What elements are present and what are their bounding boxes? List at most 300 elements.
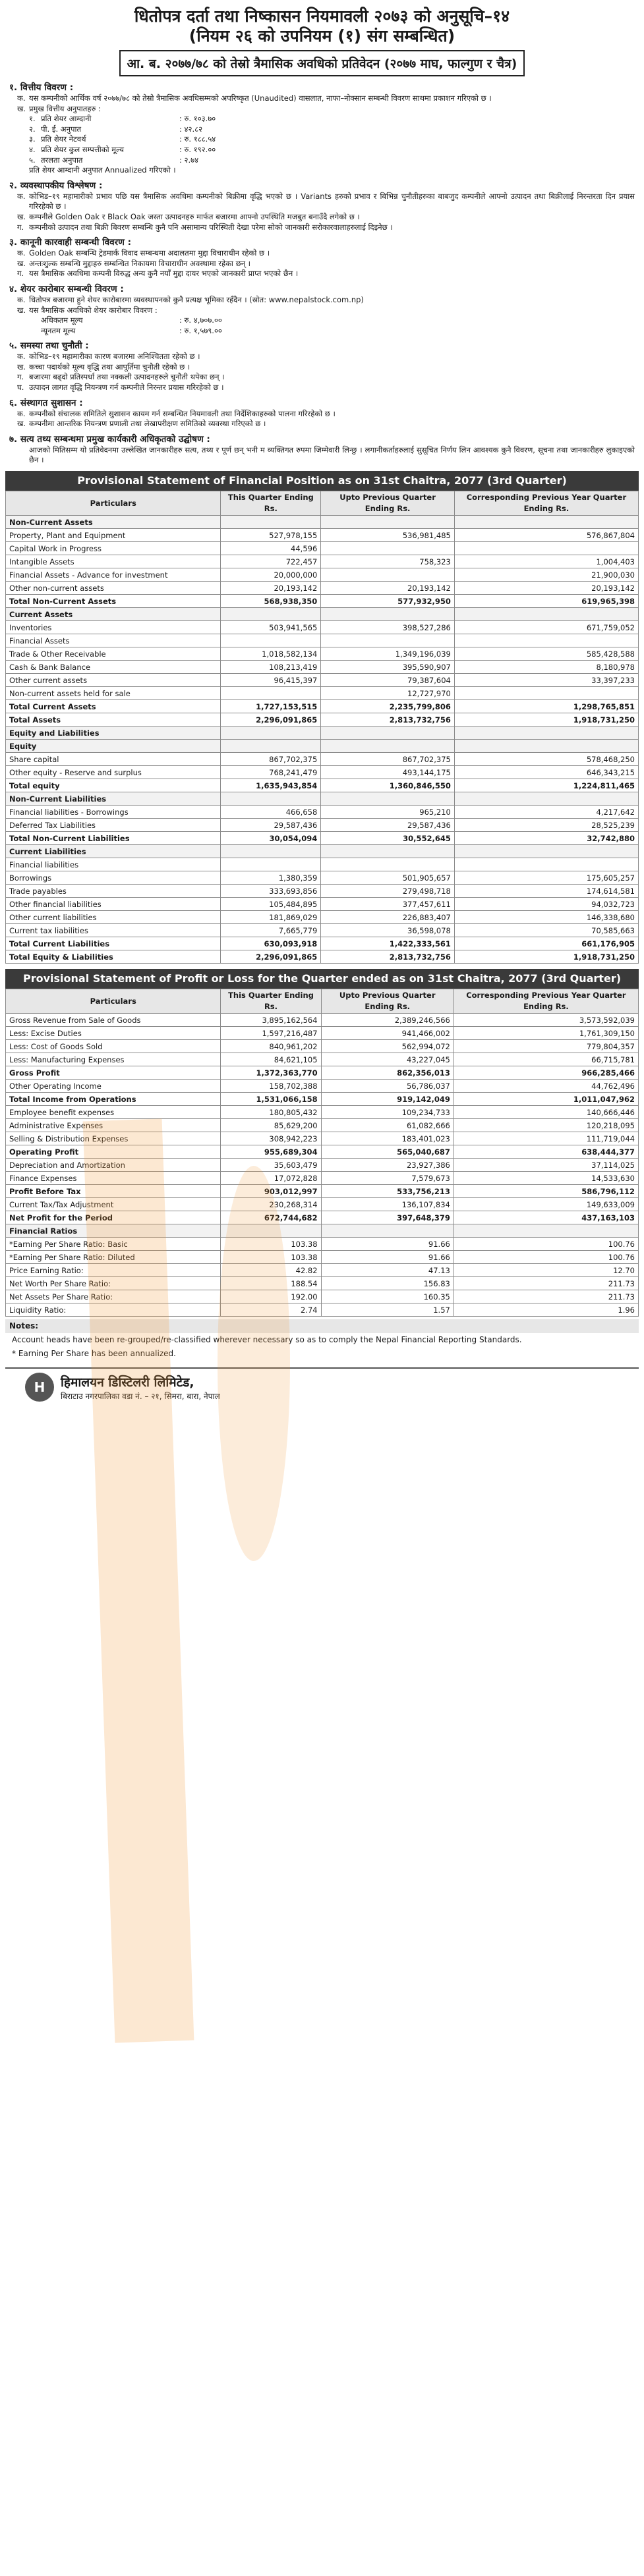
company-footer [5,1367,639,1402]
column-header: Particulars [6,989,221,1014]
ratio-row [29,145,635,155]
row-value: 211.73 [454,1277,638,1290]
item-label: ख. [17,211,26,221]
table-row [6,1159,639,1172]
row-value [454,845,638,858]
table-row [6,753,639,766]
row-label: Trade & Other Receivable [6,647,221,661]
row-label: Total Current Liabilities [6,937,221,950]
company-logo-icon: H [25,1373,54,1402]
row-value: 180,805,432 [221,1106,321,1119]
row-label: Capital Work in Progress [6,542,221,555]
row-value: 1,011,047,962 [454,1093,638,1106]
row-value [221,1224,321,1238]
table-row [6,1251,639,1264]
row-value [454,726,638,740]
row-value: 578,468,250 [454,753,638,766]
ratio-row [29,326,635,337]
row-label: Gross Profit [6,1066,221,1080]
column-header: Corresponding Previous Year Quarter Ending Rs. [454,491,638,516]
row-label: Inventories [6,621,221,634]
ratio-key: ५. [29,155,36,165]
table-row [6,1264,639,1277]
notes-item-2: * Earning Per Share has been annualized. [12,1349,176,1359]
row-value: 47.13 [321,1264,454,1277]
row-value: 955,689,304 [221,1145,321,1159]
item-label: क. [17,294,26,304]
column-header: Particulars [6,491,221,516]
row-label: Less: Manufacturing Expenses [6,1053,221,1066]
row-value: 1,380,359 [221,871,321,885]
row-value: 661,176,905 [454,937,638,950]
table-row [6,661,639,674]
column-header: Upto Previous Quarter Ending Rs. [321,491,455,516]
table-row [6,1290,639,1303]
row-value: 84,621,105 [221,1053,321,1066]
table-row [6,885,639,898]
row-label: Trade payables [6,885,221,898]
group-row [6,1224,639,1238]
row-label: Total equity [6,779,221,792]
table-row [6,1106,639,1119]
row-value: 619,965,398 [454,595,638,608]
row-value: 7,665,779 [221,924,321,937]
total-row [6,1093,639,1106]
row-value [221,634,321,647]
ratio-row [29,114,635,124]
table-row [6,1027,639,1040]
section-heading: ६. संस्थागत सुशासन : [9,397,83,408]
row-label: Other financial liabilities [6,898,221,911]
section-item [17,362,635,373]
ratio-name: प्रति शेयर नेटवर्थ [41,134,86,144]
row-value: 29,587,436 [321,819,455,832]
row-value [321,608,455,621]
report-section [9,82,635,176]
section-item [17,409,635,420]
total-row [6,595,639,608]
ratio-key [29,315,41,326]
item-text: अन्तःशुल्क सम्बन्धि मुद्दाहरु सम्बन्धित निकायमा विचाराधीन अवस्थामा रहेका छन् । [29,258,251,268]
row-value [221,792,321,806]
row-value: 1,761,309,150 [454,1027,638,1040]
row-label: Deferred Tax Liabilities [6,819,221,832]
group-row [6,516,639,529]
section-item [17,223,635,233]
section-heading: ४. शेयर कारोबार सम्बन्धी विवरण : [9,283,124,294]
table-header-row [6,989,639,1014]
ratio-row [29,155,635,166]
row-value: 2,296,091,865 [221,713,321,726]
ratio-key: २. [29,124,36,134]
row-value: 1,918,731,250 [454,950,638,964]
ratio-name: अधिकतम मूल्य [41,315,83,325]
ratio-name: प्रति शेयर आम्दानी [41,114,92,124]
row-value [454,634,638,647]
column-header: This Quarter Ending Rs. [221,491,321,516]
row-value [221,845,321,858]
table-row [6,687,639,700]
row-value: 175,605,257 [454,871,638,885]
table-row [6,1014,639,1027]
row-value: 1,298,765,851 [454,700,638,713]
row-value: 149,633,009 [454,1198,638,1211]
row-value: 61,082,666 [321,1119,454,1132]
row-value: 8,180,978 [454,661,638,674]
row-value: 1,372,363,770 [221,1066,321,1080]
table-row [6,858,639,871]
table-row [6,924,639,937]
row-value [221,516,321,529]
group-row [6,792,639,806]
row-value: 493,144,175 [321,766,455,779]
row-value [454,516,638,529]
ratio-key: १. [29,114,36,124]
row-label: Financial liabilities - Borrowings [6,806,221,819]
table-row [6,674,639,687]
item-label: क. [17,248,26,258]
row-value: 85,629,200 [221,1119,321,1132]
item-text: Golden Oak सम्बन्धि ट्रेडमार्क विवाद सम्बन्धमा अदालतमा मुद्दा विचाराधीन रहेको छ । [29,248,270,258]
row-value: 111,719,044 [454,1132,638,1145]
total-row [6,1211,639,1224]
row-label: Liquidity Ratio: [6,1303,221,1317]
item-text: यस कम्पनीको आर्थिक वर्ष २०७७/७८ को तेस्रो त्रैमासिक अवधिसम्मको अपरिष्कृत (Unaudited) वासलात, नाफा–नोक्सान सम्बन्धी विवरण साथमा प्रकाशन गरिएको छ । [29,94,492,103]
total-row [6,950,639,964]
item-text: कम्पनीको संचालक समितिले सुशासन कायम गर्न सम्बन्धित नियमावली तथा निर्देशिकाहरुको पालना गरिरहेको छ । [29,408,336,418]
row-label: Current Liabilities [6,845,221,858]
row-value: 156.83 [321,1277,454,1290]
notes-heading: Notes: [5,1319,639,1333]
row-value: 109,234,733 [321,1106,454,1119]
row-value: 4,217,642 [454,806,638,819]
row-value: 586,796,112 [454,1185,638,1198]
row-value [221,740,321,753]
table-row [6,1238,639,1251]
ratio-list [29,114,635,165]
row-label: Total Current Assets [6,700,221,713]
row-label: Total Income from Operations [6,1093,221,1106]
table-row [6,1080,639,1093]
ratio-value: : २.७४ [179,155,199,165]
row-label: Selling & Distribution Expenses [6,1132,221,1145]
row-label: Total Non-Current Assets [6,595,221,608]
row-label: Total Assets [6,713,221,726]
row-label: Non-Current Assets [6,516,221,529]
row-value [321,542,455,555]
row-value [321,792,455,806]
item-text: यस त्रैमासिक अवधिमा कम्पनी विरुद्ध अन्य कुनै नयाँ मुद्दा दायर भएको जानकारी प्राप्त भएको छैन । [29,269,299,279]
row-value: 30,054,094 [221,832,321,845]
ratio-note: प्रति शेयर आम्दानी अनुपात Annualized गरिएको । [29,165,176,175]
total-row [6,700,639,713]
row-value: 576,867,804 [454,529,638,542]
ratio-list [29,315,635,336]
row-label: Price Earning Ratio: [6,1264,221,1277]
row-value: 70,585,663 [454,924,638,937]
row-value: 158,702,388 [221,1080,321,1093]
group-row [6,740,639,753]
row-value: 437,163,103 [454,1211,638,1224]
row-value: 32,742,880 [454,832,638,845]
row-value: 397,648,379 [321,1211,454,1224]
row-value: 181,869,029 [221,911,321,924]
row-label: Total Non-Current Liabilities [6,832,221,845]
total-row [6,937,639,950]
row-label: Financial liabilities [6,858,221,871]
item-text: कम्पनीको उत्पादन तथा बिक्री बिवरण सम्बन्धि कुनै पनि असामान्य परिस्थिती देखा परेमा सोको जानकारी सरोकारवालाहरुलाई दिइनेछ । [29,222,393,232]
row-value: 226,883,407 [321,911,455,924]
item-label: क. [17,352,26,362]
ratio-name: तरलता अनुपात [41,155,83,165]
row-value: 36,598,078 [321,924,455,937]
section-item [17,212,635,223]
item-text: यस त्रैमासिक अवधिको शेयर कारोबार विवरण : [29,305,158,315]
row-value: 12.70 [454,1264,638,1277]
row-label: Financial Assets [6,634,221,647]
total-row [6,713,639,726]
row-value: 577,932,950 [321,595,455,608]
table-row [6,555,639,568]
row-value: 398,527,286 [321,621,455,634]
row-value: 66,715,781 [454,1053,638,1066]
row-label: Net Assets Per Share Ratio: [6,1290,221,1303]
row-value [454,1224,638,1238]
row-label: Borrowings [6,871,221,885]
row-value [221,858,321,871]
item-label: ख. [17,305,26,315]
row-label: Net Profit for the Period [6,1211,221,1224]
row-value: 96,415,397 [221,674,321,687]
notes-item-1: Account heads have been re-grouped/re-classified wherever necessary so as to comply the Nepal Financial Reporting Standards. [12,1335,522,1345]
report-section [9,433,635,466]
report-section [9,283,635,336]
row-value: 768,241,479 [221,766,321,779]
profit-loss-table [5,989,639,1317]
row-value: 568,938,350 [221,595,321,608]
item-label: ख. [17,362,26,371]
row-value: 20,193,142 [454,582,638,595]
row-value: 192.00 [221,1290,321,1303]
row-label: Financial Ratios [6,1224,221,1238]
row-value: 867,702,375 [321,753,455,766]
row-label: Total Equity & Liabilities [6,950,221,964]
row-value [454,608,638,621]
row-value: 3,573,592,039 [454,1014,638,1027]
column-header: This Quarter Ending Rs. [221,989,321,1014]
item-text: कोभिड–१९ महामारीका कारण बजारमा अनिश्चितता रहेको छ । [29,352,200,362]
row-label: Less: Excise Duties [6,1027,221,1040]
ratio-value: : रु. १,५७९.०० [179,325,222,335]
row-label: Less: Cost of Goods Sold [6,1040,221,1053]
item-text: प्रमुख वित्तीय अनुपातहरु : [29,103,101,113]
ratio-row [29,315,635,326]
row-value: 646,343,215 [454,766,638,779]
row-value: 1,531,066,158 [221,1093,321,1106]
section-heading: ७. सत्य तथ्य सम्बन्धमा प्रमुख कार्यकारी अधिकृतको उद्घोषण : [9,433,210,445]
row-value: 56,786,037 [321,1080,454,1093]
section-heading: १. वित्तीय विवरण : [9,82,74,93]
row-value [321,1224,454,1238]
row-value [321,845,455,858]
row-value [221,608,321,621]
item-text: कच्चा पदार्थको मूल्य वृद्धि तथा आपूर्तिमा चुनौती रहेको छ । [29,362,190,371]
row-value [321,516,455,529]
row-value: 279,498,718 [321,885,455,898]
row-label: Profit Before Tax [6,1185,221,1198]
item-label: क. [17,94,26,103]
notes-section [5,1319,639,1361]
report-section [9,340,635,393]
item-label [17,445,29,466]
section-item [17,269,635,279]
row-value [321,858,455,871]
item-text: कोभिड–१९ महामारीको प्रभाव पछि यस त्रैमासिक अवधिमा कम्पनीको बिक्रीमा वृद्धि भएको छ । Variants हरुको प्रभाव र बिभिन्न चुनौतीहरुका बाबजुद कम्पनीले आफ्नो उत्पादन तथा बिक्रीलाई निरन्तरता दिन प्रयास गरिरहेको छ । [29,191,635,211]
total-row [6,832,639,845]
row-label: Intangible Assets [6,555,221,568]
ratio-row [29,134,635,145]
row-value: 1,635,943,854 [221,779,321,792]
row-value: 333,693,856 [221,885,321,898]
section-item [17,419,635,429]
column-header: Corresponding Previous Year Quarter Ending Rs. [454,989,638,1014]
section-item [17,94,635,104]
section-item [17,383,635,393]
row-value: 120,218,095 [454,1119,638,1132]
total-row [6,1185,639,1198]
row-label: Employee benefit expenses [6,1106,221,1119]
ratio-row [29,124,635,135]
row-label: Non-current assets held for sale [6,687,221,700]
row-value: 2,235,799,806 [321,700,455,713]
row-value: 565,040,687 [321,1145,454,1159]
table-row [6,911,639,924]
row-value [321,740,455,753]
section-item [17,445,635,466]
item-label: ख. [17,103,26,113]
table-row [6,1053,639,1066]
section-heading: २. व्यवस्थापकीय विश्लेषण : [9,180,103,191]
table-row [6,1132,639,1145]
profit-loss-title: Provisional Statement of Profit or Loss for the Quarter ended as on 31st Chaitra, 2077 (3rd Quarter) [5,969,639,989]
row-value: 91.66 [321,1238,454,1251]
header-period-box: आ. ब. २०७७/७८ को तेस्रो त्रैमासिक अवधिको प्रतिवेदन (२०७७ माघ, फाल्गुण र चैत्र) [119,50,525,76]
row-value: 21,900,030 [454,568,638,582]
row-value [321,726,455,740]
financial-position-table [5,491,639,964]
row-label: Other equity - Reserve and surplus [6,766,221,779]
group-row [6,608,639,621]
row-value: 37,114,025 [454,1159,638,1172]
table-row [6,621,639,634]
ratio-key [29,326,41,337]
row-value: 536,981,485 [321,529,455,542]
company-address: बिराटाउ नगरपालिका वडा नं. – २१, सिमरा, बारा, नेपाल [61,1391,220,1401]
ratio-key: ४. [29,144,36,154]
row-value [221,726,321,740]
row-value: 466,658 [221,806,321,819]
row-value: 136,107,834 [321,1198,454,1211]
row-value: 562,994,072 [321,1040,454,1053]
section-item [17,306,635,316]
row-label: Other current assets [6,674,221,687]
row-value: 94,032,723 [454,898,638,911]
row-value: 146,338,680 [454,911,638,924]
row-value: 91.66 [321,1251,454,1264]
row-value [454,792,638,806]
ratio-name: प्रति शेयर कुल सम्पत्तीको मूल्य [41,144,125,154]
row-value: 2,813,732,756 [321,950,455,964]
row-value: 862,356,013 [321,1066,454,1080]
item-text: आजको मितिसम्म यो प्रतिवेदनमा उल्लेखित जानकारीहरु सत्य, तथ्य र पूर्ण छन् भनी म व्यक्तिगत रुपमा जिम्मेवारी लिन्छु । लगानीकर्ताहरुलाई सुसूचित निर्णय लिन आवश्यक कुनै विवरण, सूचना तथा जानकारीहरु लुकाइएको छैन । [29,445,635,465]
row-label: Share capital [6,753,221,766]
row-value: 79,387,604 [321,674,455,687]
table-row [6,1119,639,1132]
row-label: *Earning Per Share Ratio: Basic [6,1238,221,1251]
row-value: 1,597,216,487 [221,1027,321,1040]
table-row [6,871,639,885]
row-value: 44,596 [221,542,321,555]
row-value [221,687,321,700]
row-label: Operating Profit [6,1145,221,1159]
item-text: कम्पनीले Golden Oak र Black Oak जस्ता उत्पादनहरु मार्फत बजारमा आफ्नो उपस्थिति मजबुत बनाउँदै लगेको छ । [29,211,360,221]
section-item [17,104,635,115]
row-label: Property, Plant and Equipment [6,529,221,542]
table-row [6,1303,639,1317]
item-text: कम्पनीमा आन्तरिक नियन्त्रण प्रणाली तथा लेखापरीक्षण समितिको व्यवस्था गरिएको छ । [29,419,266,429]
item-text: उत्पादन लागत वृद्धि नियन्त्रण गर्न कम्पनीले निरन्तर प्रयास गरिरहेको छ । [29,383,224,393]
row-label: Other current liabilities [6,911,221,924]
row-value: 965,210 [321,806,455,819]
header-subtitle: (नियम २६ को उपनियम (१) संग सम्बन्धित) [189,26,455,45]
section-item [17,352,635,362]
row-value [454,687,638,700]
row-value: 160.35 [321,1290,454,1303]
row-value: 2,296,091,865 [221,950,321,964]
row-value: 23,927,386 [321,1159,454,1172]
table-row [6,1172,639,1185]
report-section [9,236,635,279]
section-item [17,259,635,269]
row-value: 33,397,233 [454,674,638,687]
ratio-value: : रु. १८८.५४ [179,134,216,144]
table-row [6,1040,639,1053]
row-label: Equity [6,740,221,753]
row-value: 1,004,403 [454,555,638,568]
row-value [454,858,638,871]
row-value: 29,587,436 [221,819,321,832]
row-value: 28,525,239 [454,819,638,832]
item-label: ग. [17,269,24,279]
row-value [321,568,455,582]
item-label: ख. [17,419,26,429]
financial-position-title: Provisional Statement of Financial Position as on 31st Chaitra, 2077 (3rd Quarter) [5,471,639,491]
item-label: ग. [17,222,24,232]
row-value: 1.96 [454,1303,638,1317]
row-value: 395,590,907 [321,661,455,674]
row-value: 672,744,682 [221,1211,321,1224]
row-value: 100.76 [454,1251,638,1264]
ratio-value: : रु. १९२.०० [179,144,216,154]
row-value: 20,000,000 [221,568,321,582]
table-row [6,568,639,582]
row-value: 105,484,895 [221,898,321,911]
item-label: घ. [17,383,24,393]
row-value: 722,457 [221,555,321,568]
row-value: 941,466,002 [321,1027,454,1040]
report-section [9,180,635,233]
section-item [17,248,635,259]
